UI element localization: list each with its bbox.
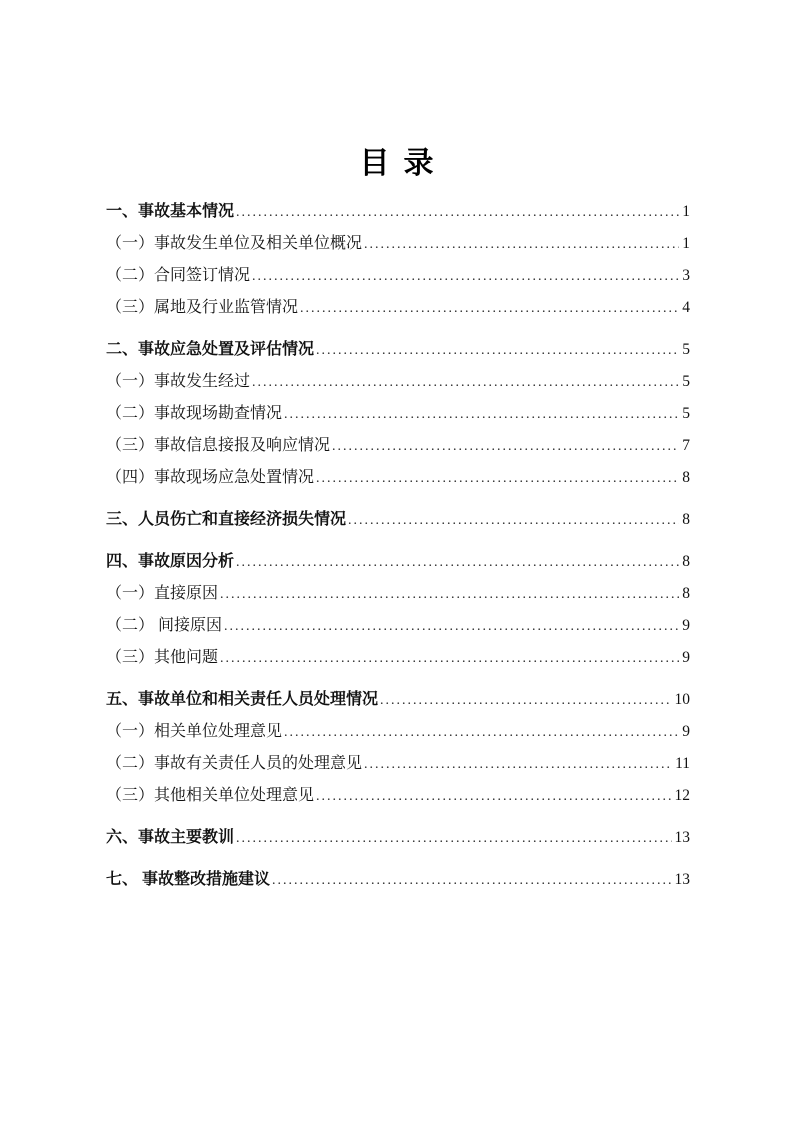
toc-entry[interactable] (106, 462, 690, 494)
page-title: 目录 (359, 147, 448, 180)
toc-dot-leader (252, 366, 679, 399)
toc-page-number: 9 (682, 649, 690, 666)
toc-dot-leader (364, 228, 679, 261)
toc-dot-leader (380, 684, 671, 717)
toc-entry-label: （三）属地及行业监管情况 (106, 299, 299, 316)
toc-dot-leader (236, 196, 679, 229)
toc-dot-leader (316, 780, 671, 813)
toc-entry-label: 二、事故应急处置及评估情况 (106, 341, 315, 358)
toc-entry-label: （一）事故发生经过 (106, 373, 251, 390)
toc-entry-label: （一）直接原因 (106, 585, 219, 602)
toc-page-number: 8 (682, 553, 690, 570)
toc-entry-label: （一）相关单位处理意见 (106, 723, 283, 740)
toc-dot-leader (224, 610, 679, 643)
toc-entry-label: （三）事故信息接报及响应情况 (106, 437, 331, 454)
toc-entry-label: （二）合同签订情况 (106, 267, 251, 284)
toc-entry[interactable] (106, 260, 690, 292)
toc-page-number: 13 (674, 829, 690, 846)
toc-dot-leader (252, 260, 679, 293)
toc-entry[interactable] (106, 610, 690, 642)
toc-entry[interactable] (106, 504, 690, 536)
toc-page-number: 9 (682, 723, 690, 740)
toc-page-number: 8 (682, 585, 690, 602)
toc-entry[interactable] (106, 430, 690, 462)
toc-dot-leader (348, 504, 679, 537)
toc-entry-label: 四、事故原因分析 (106, 553, 235, 570)
toc-entry[interactable] (106, 822, 690, 854)
toc-dot-leader (316, 334, 679, 367)
toc-entry[interactable] (106, 578, 690, 610)
toc-entry-label: 三、人员伤亡和直接经济损失情况 (106, 511, 347, 528)
toc-dot-leader (284, 398, 679, 431)
toc-entry[interactable] (106, 716, 690, 748)
toc-entry-label: 一、事故基本情况 (106, 203, 235, 220)
toc-page-number: 5 (682, 405, 690, 422)
toc-entry[interactable] (106, 334, 690, 366)
toc-entry-label: 七、 事故整改措施建议 (106, 871, 271, 888)
toc-entry[interactable] (106, 864, 690, 896)
toc-page-number: 8 (682, 469, 690, 486)
toc-page-number: 12 (674, 787, 690, 804)
toc-entry-label: （二）事故有关责任人员的处理意见 (106, 755, 363, 772)
toc-entry[interactable] (106, 684, 690, 716)
toc-page-number: 11 (675, 755, 690, 772)
toc-entry[interactable] (106, 228, 690, 260)
toc-dot-leader (220, 642, 679, 675)
toc-dot-leader (220, 578, 679, 611)
toc-dot-leader (316, 462, 679, 495)
toc-page-number: 3 (682, 267, 690, 284)
toc-entry[interactable] (106, 642, 690, 674)
toc-page-number: 5 (682, 373, 690, 390)
toc-page-number: 9 (682, 617, 690, 634)
toc-list (106, 196, 690, 896)
toc-entry[interactable] (106, 196, 690, 228)
toc-dot-leader (272, 864, 671, 897)
toc-entry-label: 六、事故主要教训 (106, 829, 235, 846)
toc-dot-leader (300, 292, 679, 325)
toc-entry-label: （一）事故发生单位及相关单位概况 (106, 235, 363, 252)
toc-entry[interactable] (106, 748, 690, 780)
toc-dot-leader (284, 716, 679, 749)
toc-entry-label: 五、事故单位和相关责任人员处理情况 (106, 691, 379, 708)
toc-entry-label: （二）事故现场勘查情况 (106, 405, 283, 422)
toc-entry[interactable] (106, 292, 690, 324)
toc-page-number: 4 (682, 299, 690, 316)
toc-page-number: 1 (682, 235, 690, 252)
toc-page-number: 13 (674, 871, 690, 888)
toc-entry-label: （三）其他问题 (106, 649, 219, 666)
toc-entry[interactable] (106, 398, 690, 430)
toc-entry-label: （四）事故现场应急处置情况 (106, 469, 315, 486)
toc-entry-label: （三）其他相关单位处理意见 (106, 787, 315, 804)
toc-page-number: 5 (682, 341, 690, 358)
toc-page-number: 1 (682, 203, 690, 220)
toc-page-number: 7 (682, 437, 690, 454)
toc-dot-leader (236, 546, 679, 579)
toc-dot-leader (332, 430, 679, 463)
toc-entry[interactable] (106, 366, 690, 398)
toc-entry-label: （二） 间接原因 (106, 617, 223, 634)
toc-dot-leader (236, 822, 671, 855)
toc-page-number: 10 (674, 691, 690, 708)
toc-page-number: 8 (682, 511, 690, 528)
toc-entry[interactable] (106, 780, 690, 812)
toc-dot-leader (364, 748, 672, 781)
toc-entry[interactable] (106, 546, 690, 578)
